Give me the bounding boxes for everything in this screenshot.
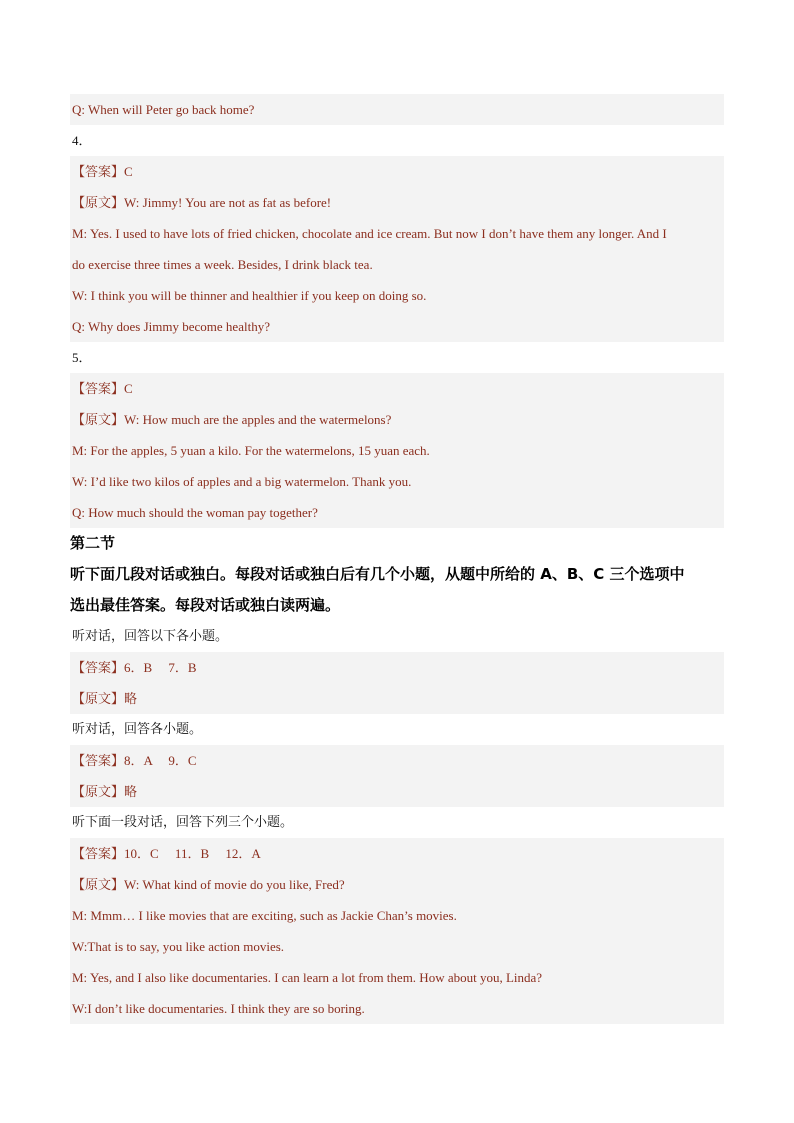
group2-intro: 听对话，回答各小题。 <box>72 722 203 737</box>
group3-transcript-line5: W:I don’t like documentaries. I think they are so boring. <box>70 993 724 1024</box>
answer-value: C <box>124 381 133 396</box>
answer-value: 8．A 9．C <box>124 753 197 768</box>
q5-transcript-line1 <box>70 404 724 435</box>
document-body <box>70 94 724 1024</box>
group2-answers <box>70 745 724 776</box>
answer-tag: 【答案】 <box>72 382 125 397</box>
group1-answers <box>70 652 724 683</box>
q5-transcript-line3: W: I’d like two kilos of apples and a big watermelon. Thank you. <box>70 466 724 497</box>
answer-value: C <box>124 164 133 179</box>
group1-intro: 听对话，回答以下各小题。 <box>72 629 229 644</box>
q4-answer <box>70 156 724 187</box>
transcript-text: 略 <box>124 692 138 707</box>
transcript-text: W: How much are the apples and the watermelons? <box>124 412 392 427</box>
q4-question: Q: Why does Jimmy become healthy? <box>70 311 724 342</box>
q4-transcript-line2a: M: Yes. I used to have lots of fried chicken, chocolate and ice cream. But now I don’t have them any longer. And I <box>70 218 724 249</box>
answer-tag: 【答案】 <box>72 661 125 676</box>
transcript-text: 略 <box>124 785 138 800</box>
group3-answers <box>70 838 724 869</box>
group3-intro: 听下面一段对话，回答下列三个小题。 <box>72 815 294 830</box>
group3-transcript-line3: W:That is to say, you like action movies. <box>70 931 724 962</box>
transcript-tag: 【原文】 <box>72 878 125 893</box>
transcript-tag: 【原文】 <box>72 785 125 800</box>
section-title: 第二节 <box>70 534 116 552</box>
q4-transcript-line3: W: I think you will be thinner and healthier if you keep on doing so. <box>70 280 724 311</box>
q5-number: 5． <box>72 350 92 365</box>
q4-transcript-line1 <box>70 187 724 218</box>
q4-transcript-line2b: do exercise three times a week. Besides, I drink black tea. <box>70 249 724 280</box>
section-instruction-line2: 选出最佳答案。每段对话或独白读两遍。 <box>70 596 341 614</box>
q3-question: Q: When will Peter go back home? <box>70 94 724 125</box>
q5-transcript-line2: M: For the apples, 5 yuan a kilo. For the watermelons, 15 yuan each. <box>70 435 724 466</box>
answer-tag: 【答案】 <box>72 165 125 180</box>
transcript-tag: 【原文】 <box>72 196 125 211</box>
group3-transcript-line4: M: Yes, and I also like documentaries. I can learn a lot from them. How about you, Linda? <box>70 962 724 993</box>
answer-value: 6．B 7．B <box>124 660 197 675</box>
group3-transcript-line1 <box>70 869 724 900</box>
group3-transcript-line2: M: Mmm… I like movies that are exciting, such as Jackie Chan’s movies. <box>70 900 724 931</box>
q5-answer <box>70 373 724 404</box>
group1-transcript <box>70 683 724 714</box>
group2-transcript <box>70 776 724 807</box>
section-instruction-line1: 听下面几段对话或独白。每段对话或独白后有几个小题，从题中所给的 A、B、C 三个选项中 <box>70 565 685 583</box>
q5-question: Q: How much should the woman pay together? <box>70 497 724 528</box>
q4-number: 4． <box>72 133 92 148</box>
transcript-tag: 【原文】 <box>72 692 125 707</box>
transcript-text: W: Jimmy! You are not as fat as before! <box>124 195 332 210</box>
answer-tag: 【答案】 <box>72 847 125 862</box>
answer-value: 10．C 11．B 12．A <box>124 846 261 861</box>
transcript-tag: 【原文】 <box>72 413 125 428</box>
answer-tag: 【答案】 <box>72 754 125 769</box>
transcript-text: W: What kind of movie do you like, Fred? <box>124 877 345 892</box>
